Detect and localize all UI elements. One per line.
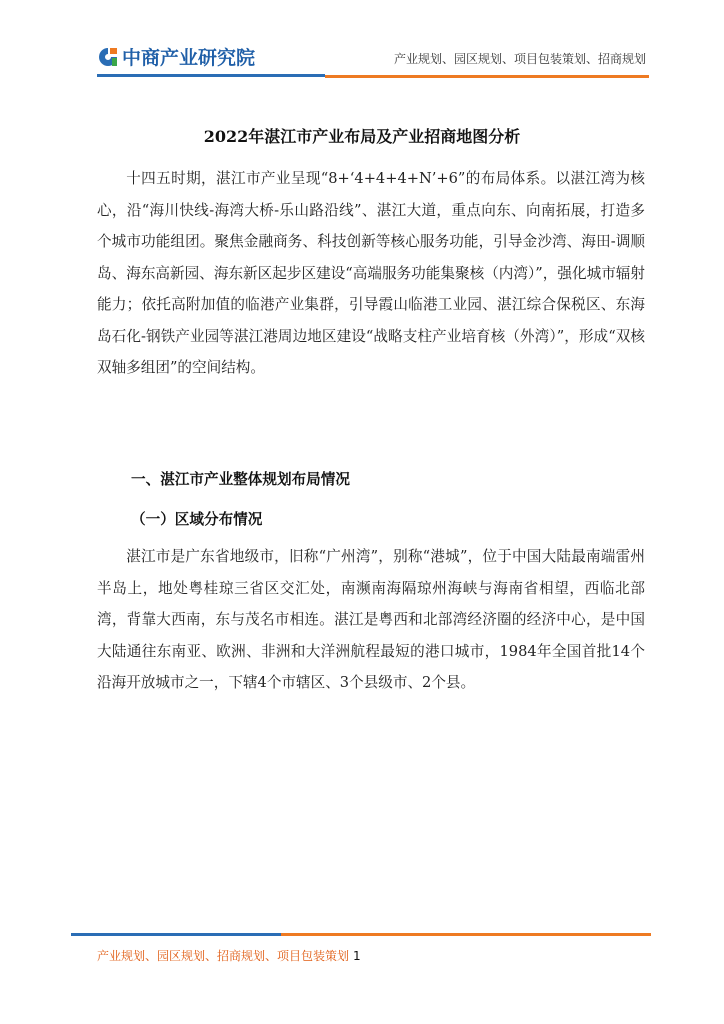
section-1-1-heading: （一）区域分布情况 — [131, 511, 263, 528]
page-footer — [97, 947, 361, 964]
section-1-heading: 一、湛江市产业整体规划布局情况 — [131, 471, 350, 488]
header-divider-blue — [97, 74, 325, 77]
footer-divider-orange — [281, 933, 651, 936]
header-tagline: 产业规划、园区规划、项目包装策划、招商规划 — [393, 52, 646, 66]
intro-paragraph: 十四五时期，湛江市产业呈现“8+‘4+4+4+N’+6”的布局体系。以湛江湾为核心，沿“海川快线-海湾大桥-乐山路沿线”、湛江大道，重点向东、向南拓展，打造多个城市功能组团。聚焦金融商务、科技创新等核心服务功能，引导金沙湾、海田-调顺岛、海东高新园、海东新区起步区建设“高端服务功能集聚核（内湾）”，强化城市辐射能力；依托高附加值的临港产业集群，引导霞山临港工业园、湛江综合保税区、东海岛石化-钢铁产业园等湛江港周边地区建设“战略支柱产业培育核（外湾）”，形成“双核双轴多组团”的空间结构。 — [97, 170, 645, 376]
logo-mark-icon — [97, 46, 119, 68]
logo-text: 中商产业研究院 — [122, 47, 256, 69]
header-divider-orange — [325, 75, 649, 78]
page-header — [0, 0, 724, 90]
footer-divider-blue — [71, 933, 281, 936]
footer-text: 产业规划、园区规划、招商规划、项目包装策划 — [97, 949, 350, 963]
section-1-1-paragraph: 湛江市是广东省地级市，旧称“广州湾”，别称“港城”，位于中国大陆最南端雷州半岛上，地处粤桂琼三省区交汇处，南濒南海隔琼州海峡与海南省相望，西临北部湾，背靠大西南，东与茂名市相连。湛江是粤西和北部湾经济圈的经济中心，是中国大陆通往东南亚、欧洲、非洲和大洋洲航程最短的港口城市，1984年全国首批14个沿海开放城市之一，下辖4个市辖区、3个县级市、2个县。 — [97, 548, 645, 691]
document-title: 2022年湛江市产业布局及产业招商地图分析 — [203, 127, 521, 146]
page-number: 1 — [353, 949, 361, 963]
logo — [97, 43, 255, 70]
